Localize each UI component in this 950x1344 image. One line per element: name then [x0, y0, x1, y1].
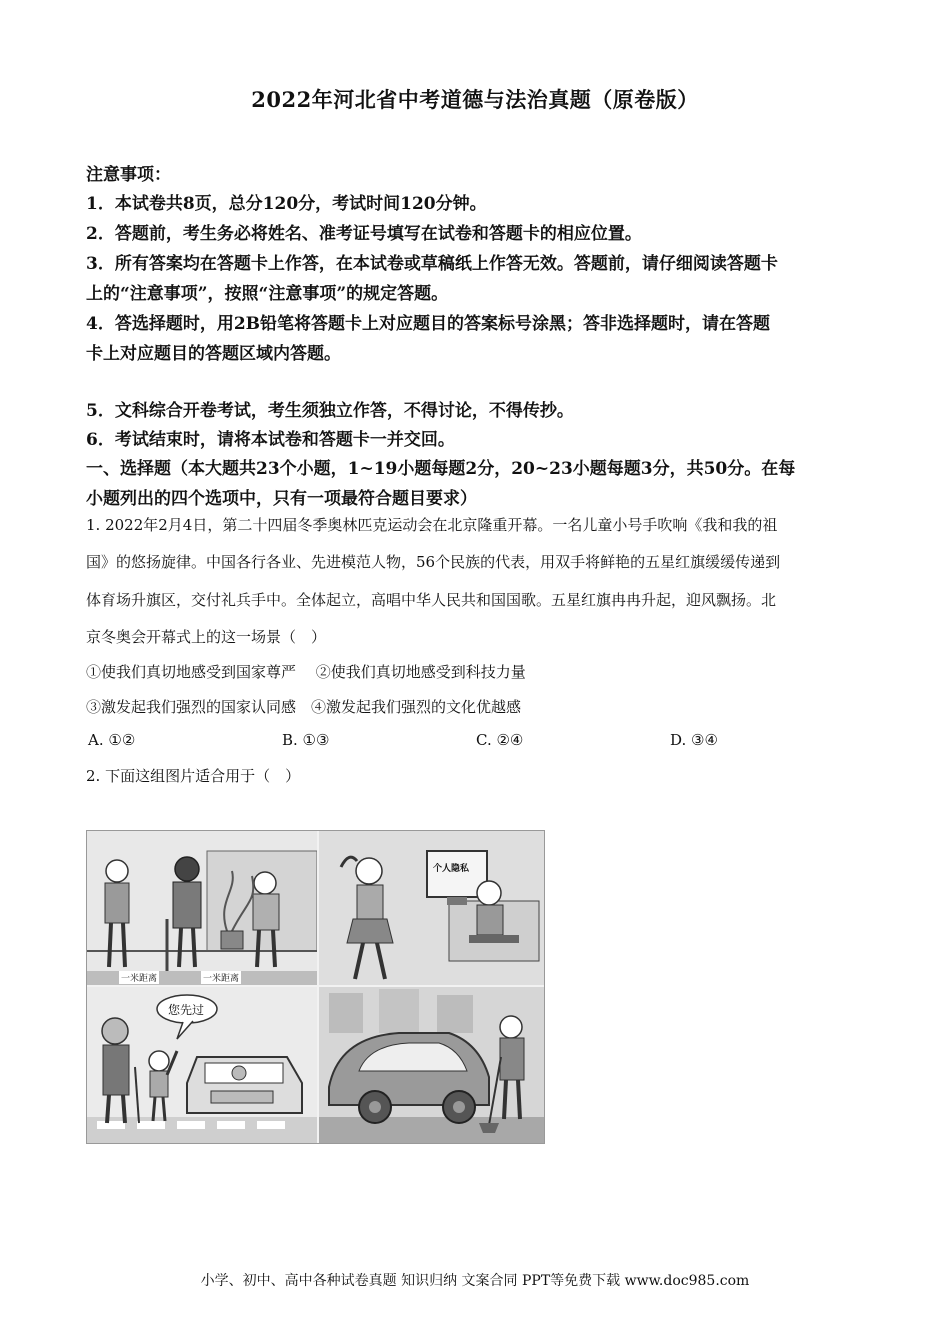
privacy-sign-text: 个人隐私	[433, 864, 470, 874]
notice-line-3-cont: 上的“注意事项”，按照“注意事项”的规定答题。	[86, 284, 449, 304]
q1-option-b: B. ①③	[282, 731, 330, 749]
notice-heading: 注意事项：	[86, 165, 171, 185]
page-title: 2022年河北省中考道德与法治真题（原卷版）	[251, 87, 699, 112]
q1-statement-2: ③激发起我们强烈的国家认同感 ④激发起我们强烈的文化优越感	[86, 698, 522, 716]
q1-option-d: D. ③④	[670, 731, 718, 749]
comic-panel-street	[319, 987, 544, 1143]
comic-panel-privacy	[319, 831, 544, 985]
floor-label-1: 一米距离	[119, 971, 159, 984]
q1-stem-line-2: 国》的悠扬旋律。中国各行各业、先进模范人物，56个民族的代表，用双手将鲜艳的五星红旗缓缓传递到	[86, 553, 781, 571]
comic-panel-queue	[87, 831, 317, 985]
notice-line-3: 3．所有答案均在答题卡上作答，在本试卷或草稿纸上作答无效。答题前，请仔细阅读答题卡	[86, 254, 778, 274]
notice-line-6: 6．考试结束时，请将本试卷和答题卡一并交回。	[86, 430, 455, 450]
section-heading-line-2: 小题列出的四个选项中，只有一项最符合题目要求）	[86, 489, 477, 509]
section-heading-line-1: 一、选择题（本大题共23个小题，1~19小题每题2分，20~23小题每题3分，共50分。在每	[86, 459, 796, 479]
q2-stem: 2. 下面这组图片适合用于（ ）	[86, 767, 301, 785]
notice-line-2: 2．答题前，考生务必将姓名、准考证号填写在试卷和答题卡的相应位置。	[86, 224, 642, 244]
notice-line-1: 1．本试卷共8页，总分120分，考试时间120分钟。	[86, 194, 487, 214]
notice-line-5: 5．文科综合开卷考试，考生须独立作答，不得讨论，不得传抄。	[86, 401, 574, 421]
q1-option-c: C. ②④	[476, 731, 524, 749]
page-footer: 小学、初中、高中各种试卷真题 知识归纳 文案合同 PPT等免费下载 www.doc985.com	[200, 1273, 750, 1289]
q1-statement-1: ①使我们真切地感受到国家尊严 ②使我们真切地感受到科技力量	[86, 663, 526, 681]
speech-bubble-text: 您先过	[168, 1003, 205, 1017]
q1-stem-line-3: 体育场升旗区，交付礼兵手中。全体起立，高唱中华人民共和国国歌。五星红旗冉冉升起，迎风飘扬。北	[86, 591, 777, 609]
q1-stem-line-1: 1. 2022年2月4日，第二十四届冬季奥林匹克运动会在北京隆重开幕。一名儿童小号手吹响《我和我的祖	[86, 516, 778, 534]
q2-comic-illustration	[86, 830, 545, 1144]
notice-line-4-cont: 卡上对应题目的答题区域内答题。	[86, 344, 341, 364]
q1-stem-line-4: 京冬奥会开幕式上的这一场景（ ）	[86, 628, 327, 646]
q1-option-a: A. ①②	[88, 731, 136, 749]
comic-panel-crossing	[87, 987, 317, 1143]
notice-line-4: 4．答选择题时，用2B铅笔将答题卡上对应题目的答案标号涂黑；答非选择题时，请在答题	[86, 314, 771, 334]
floor-label-2: 一米距离	[201, 971, 241, 984]
